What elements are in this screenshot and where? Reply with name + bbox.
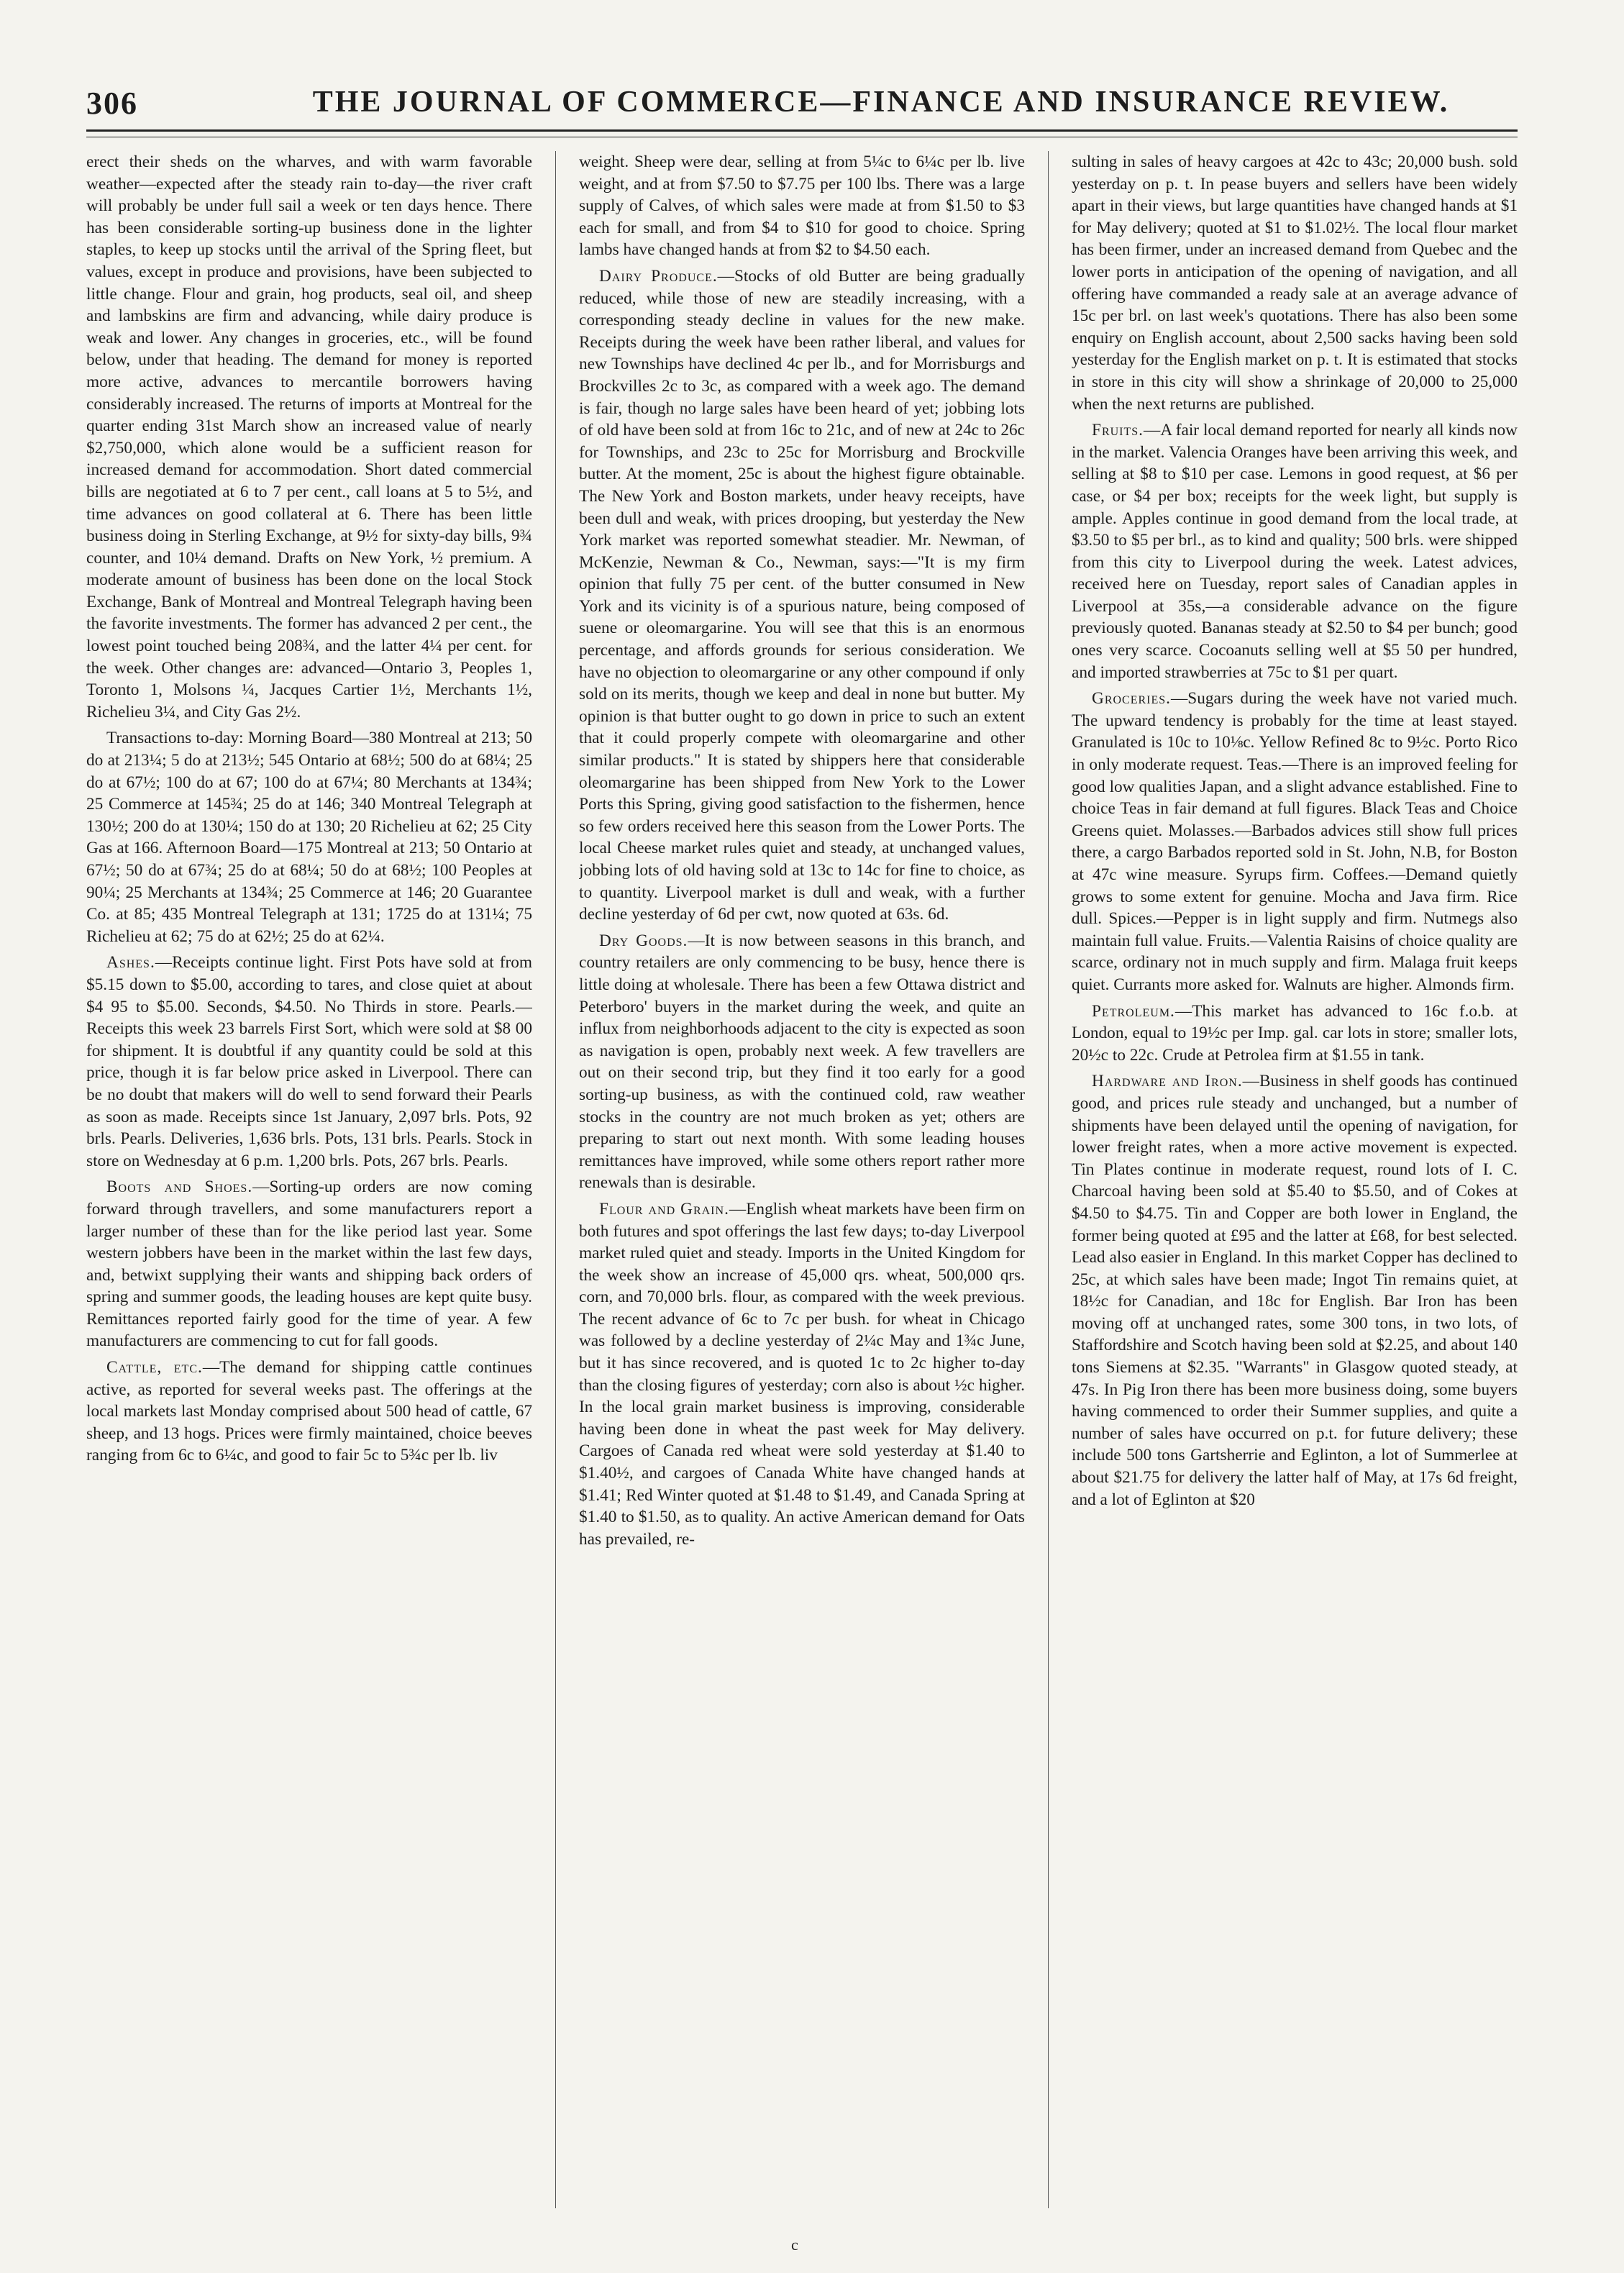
section-heading: Boots and Shoes.: [106, 1178, 253, 1197]
paragraph-text: —Stocks of old Butter are being gradually reduced, while those of new are steadily increasing, with a corresponding steady decline in values for the new make. Receipts during the week have been rather liberal, and values for new Townships have declined 4c per lb., and for Morrisburgs and Brockvilles 2c to 3c, as compared with a week ago. The demand is fair, though no large sales have been heard of yet; jobbing lots of old have been sold at from 16c to 21c, and of new at 24c to 26c for Townships, and 23c to 25c for Morrisburg and Brockville butter. At the moment, 25c is about the highest figure obtainable. The New York and Boston markets, under heavy receipts, have been dull and weak, with prices drooping, but yesterday the New York market was reported somewhat steadier. Mr. Newman, of McKenzie, Newman & Co., Newman, says:—"It is my firm opinion that fully 75 per cent. of the butter consumed in New York and its vicinity is of a spurious nature, being composed of suene or oleomargarine. You will see that this is an enormous percentage, and affords grounds for serious consideration. We have no objection to oleomargarine or any other compound if only sold on its merits, though we keep and deal in none but butter. My opinion is that butter ought to go down in price to such an extent that it could properly compete with oleomargarine and other similar products." It is stated by shippers here that considerable oleomargarine has been shipped from New York to the Lower Ports this Spring, giving good satisfaction to the fishermen, hence so few orders received here this season from the Lower Ports. The local Cheese market rules quiet and steady, at unchanged values, jobbing lots of old having sold at 13c to 14c for fine to choice, as to quantity. Liverpool market is dull and weak, with a further decline yesterday of 6d per cwt, now quoted at 63s. 6d.: [579, 266, 1025, 924]
article-paragraph: [1072, 1001, 1518, 1067]
paragraph-text: —A fair local demand reported for nearly all kinds now in the market. Valencia Oranges have been arriving this week, and selling at $8 to $10 per case. Lemons in good request, at $6 per case, or $4 per box; receipts for the week light, but supply is ample. Apples continue in good demand from the local trade, at $3.50 to $5 per brl., as to kind and quality; 500 brls. were shipped from this city to Liverpool during the week. Latest advices, received here on Tuesday, report sales of Canadian apples in Liverpool at 35s,—a considerable advance on the figure previously quoted. Bananas steady at $2.50 to $4 per bunch; good ones very scarce. Cocoanuts selling well at $5 50 per hundred, and imported strawberries at 75c to $1 per quart.: [1072, 421, 1518, 682]
article-paragraph: [86, 151, 532, 723]
column-1: [86, 151, 532, 2223]
section-heading: Flour and Grain.: [599, 1199, 729, 1219]
paragraph-text: erect their sheds on the wharves, and with warm favorable weather—expected after the steady rain to-day—the river craft will probably be under full sail a week or ten days hence. There has been considerable sorting-up business done in the lighter staples, to keep up stocks until the arrival of the Spring fleet, but values, except in produce and provisions, have been subjected to little change. Flour and grain, hog products, seal oil, and sheep and lambskins are firm and advancing, while dairy produce is weak and lower. Any changes in groceries, etc., will be found below, under that heading. The demand for money is reported more active, advances to mercantile borrowers having considerably increased. The returns of imports at Montreal for the quarter ending 31st March show an increased value of nearly $2,750,000, which alone would be a sufficient reason for increased demand for accommodation. Short dated commercial bills are negotiated at 6 to 7 per cent., call loans at 5 to 5½, and time advances on good collateral at 6. There has been little business doing in Sterling Exchange, at 9½ for sixty-day bills, 9¾ counter, and 10¼ demand. Drafts on New York, ½ premium. A moderate amount of business has been done on the local Stock Exchange, Bank of Montreal and Montreal Telegraph having been the favorite investments. The former has advanced 2 per cent., the lowest point touched being 208¾, and the latter 4¼ per cent. for the week. Other changes are: advanced—Ontario 3, Peoples 1, Toronto 1, Molsons ¼, Jacques Cartier 1½, Merchants 1½, Richelieu 3¼, and City Gas 2½.: [86, 152, 532, 721]
paragraph-text: —This market has advanced to 16c f.o.b. at London, equal to 19½c per Imp. gal. car lots in store; smaller lots, 20½c to 22c. Crude at Petrolea firm at $1.55 in tank.: [1072, 1001, 1518, 1065]
column-2: [579, 151, 1025, 2223]
page-header: [86, 78, 1518, 128]
section-heading: Dry Goods.: [599, 931, 688, 950]
running-title: THE JOURNAL OF COMMERCE—FINANCE AND INSURANCE REVIEW.: [312, 86, 1450, 119]
article-paragraph: [579, 1198, 1025, 1551]
column-divider: [555, 151, 556, 2208]
section-heading: Hardware and Iron.: [1092, 1072, 1243, 1091]
paragraph-text: —Receipts continue light. First Pots have sold at from $5.15 down to $5.00, according to tares, and close quiet at about $4 95 to $5.00. Seconds, $4.50. No Thirds in store. Pearls.—Receipts this week 23 barrels First Sort, which were sold at $8 00 for shipment. It is doubtful if any quantity could be sold at this price, though it is far below price asked in Liverpool. There can be no doubt that makers will do well to send forward their Pearls as soon as made. Receipts since 1st January, 2,097 brls. Pots, 92 brls. Pearls. Deliveries, 1,636 brls. Pots, 131 brls. Pearls. Stock in store on Wednesday at 6 p.m. 1,200 brls. Pots, 267 brls. Pearls.: [86, 953, 532, 1170]
section-heading: Dairy Produce.: [599, 266, 718, 286]
article-paragraph: [579, 930, 1025, 1194]
article-paragraph: [86, 952, 532, 1172]
section-heading: Groceries.: [1092, 689, 1171, 709]
paragraph-text: —Sugars during the week have not varied much. The upward tendency is probably for the time at least stayed. Granulated is 10c to 10⅛c. Yellow Refined 8c to 9½c. Porto Rico in only moderate request. Teas.—There is an improved feeling for good low qualities Japan, and a slight advance established. Fine to choice Teas in fair demand at full figures. Black Teas and Choice Greens quiet. Molasses.—Barbados advices still show full prices there, a cargo Barbados reported sold in St. John, N.B, for Boston at 47c wine measure. Syrups firm. Coffees.—Demand quietly grows to some extent for genuine. Mocha and Java firm. Rice dull. Spices.—Pepper is in light supply and firm. Nutmegs also maintain full value. Fruits.—Valentia Raisins of choice quality are scarce, ordinary not in much supply and firm. Malaga fruit keeps quiet. Currants more asked for. Walnuts are higher. Almonds firm.: [1072, 689, 1518, 994]
article-paragraph: [1072, 688, 1518, 996]
column-3: [1072, 151, 1518, 2223]
article-paragraph: [1072, 151, 1518, 415]
page-number: 306: [86, 86, 138, 121]
text-columns: [86, 151, 1518, 2223]
section-heading: Petroleum.: [1092, 1001, 1175, 1021]
paragraph-text: —It is now between seasons in this branch, and country retailers are only commencing to be busy, hence there is little doing at wholesale. There has been a few Ottawa district and Peterboro' buyers in the market during the week, and quite an influx from neighborhoods adjacent to the city is expected as soon as navigation is open, probably next week. A few travellers are out on their second trip, but they find it too early for a good sorting-up business, as with the continued cold, raw weather stocks in the country are not much broken as yet; others are preparing to start out next month. With some leading houses remittances have improved, while some others report rather more renewals than is desirable.: [579, 931, 1025, 1193]
article-paragraph: [86, 1357, 532, 1467]
paragraph-text: —English wheat markets have been firm on both futures and spot offerings the last few days; to-day Liverpool market ruled quiet and steady. Imports in the United Kingdom for the week show an increase of 45,000 qrs. wheat, 500,000 qrs. corn, and 70,000 brls. flour, as compared with the week previous. The recent advance of 6c to 7c per bush. for wheat in Chicago was followed by a decline yesterday of 2¼c May and 1¾c June, but it has since recovered, and is quoted 1c to 2c higher to-day than the closing figures of yesterday; corn also is about ½c higher. In the local grain market business is improving, considerable having been done in wheat the past week for May delivery. Cargoes of Canada red wheat were sold yesterday at $1.40 to $1.40½, and cargoes of Canada White have changed hands at $1.41; Red Winter quoted at $1.48 to $1.49, and Canada Spring at $1.40 to $1.50, as to quality. An active American demand for Oats has prevailed, re-: [579, 1199, 1025, 1549]
section-heading: Cattle, etc.: [106, 1358, 203, 1377]
paragraph-text: weight. Sheep were dear, selling at from 5¼c to 6¼c per lb. live weight, and at from $7.50 to $7.75 per 100 lbs. There was a large supply of Calves, of which sales were made at from $1.50 to $3 each for small, and from $4 to $10 for good to choice. Spring lambs have changed hands at from $2 to $4.50 each.: [579, 152, 1025, 260]
article-paragraph: [86, 727, 532, 947]
paragraph-text: —The demand for shipping cattle continues active, as reported for several weeks past. The offerings at the local markets last Monday comprised about 500 head of cattle, 67 sheep, and 13 hogs. Prices were firmly maintained, choice beeves ranging from 6c to 6¼c, and good to fair 5c to 5¾c per lb. liv: [86, 1358, 532, 1465]
section-heading: Ashes.: [106, 953, 155, 972]
paragraph-text: Transactions to-day: Morning Board—380 Montreal at 213; 50 do at 213¼; 5 do at 213½; 545 Ontario at 68½; 500 do at 68¼; 25 do at 67½; 100 do at 67; 100 do at 67¼; 80 Merchants at 134¾; 25 Commerce at 145¾; 25 do at 146; 340 Montreal Telegraph at 130½; 200 do at 130¼; 150 do at 130; 20 Richelieu at 62; 25 City Gas at 166. Afternoon Board—175 Montreal at 213; 50 Ontario at 67½; 50 do at 67¾; 25 do at 68¼; 50 do at 68½; 100 Peoples at 90¼; 25 Merchants at 134¾; 25 Commerce at 146; 20 Guarantee Co. at 85; 435 Montreal Telegraph at 131; 1725 do at 131¼; 75 Richelieu at 62; 75 do at 62½; 25 do at 62¼.: [86, 729, 532, 946]
article-paragraph: [579, 151, 1025, 261]
article-paragraph: [86, 1176, 532, 1352]
column-divider: [1048, 151, 1049, 2208]
header-rule: [86, 129, 1518, 132]
paragraph-text: —Sorting-up orders are now coming forward through travellers, and some manufacturers report a larger number of these than for the like period last year. Some western jobbers have been in the market within the last few days, and, betwixt supplying their wants and shipping back orders of spring and summer goods, the leading houses are kept quite busy. Remittances reported fairly good for the time of year. A few manufacturers are commencing to cut for fall goods.: [86, 1178, 532, 1351]
section-heading: Fruits.: [1092, 421, 1144, 440]
paragraph-text: sulting in sales of heavy cargoes at 42c to 43c; 20,000 bush. sold yesterday on p. t. In pease buyers and sellers have been widely apart in their views, but large quantities have changed hands at $1 for May delivery; quoted at $1 to $1.02½. The local flour market has been firmer, under an increased demand from Quebec and the lower ports in anticipation of the opening of navigation, and all offering have commanded a ready sale at an average advance of 15c per brl. on last week's quotations. There has also been some enquiry on English account, about 2,500 sacks having been sold yesterday for the English market on p. t. It is estimated that stocks in store in this city will show a shrinkage of 20,000 to 25,000 when the next returns are published.: [1072, 152, 1518, 414]
article-paragraph: [579, 265, 1025, 926]
paragraph-text: —Business in shelf goods has continued good, and prices rule steady and unchanged, but a number of shipments have been delayed until the opening of navigation, for lower freight rates, when a more active movement is expected. Tin Plates continue in moderate request, round lots of I. C. Charcoal having been sold at $5.40 to $5.50, and of Cokes at $4.50 to $4.75. Tin and Copper are both lower in England, the former being quoted at £95 and the latter at £68, for best selected. Lead also easier in England. In this market Copper has declined to 25c, at which sales have been made; Ingot Tin remains quiet, at 18½c for Canadian, and 18c for English. Bar Iron has been moving off at unchanged rates, some 300 tons, in two lots, of Staffordshire and Scotch having been sold at $2.25, and about 140 tons Siemens at $2.35. "Warrants" in Glasgow quoted steady, at 47s. In Pig Iron there has been more business doing, some buyers having commenced to order their Summer supplies, and quite a number of sales have occurred on p.t. for future delivery; these include 500 tons Gartsherrie and Eglinton, a lot of Summerlee at about $21.75 for delivery the latter half of May, at 17s 6d freight, and a lot of Eglinton at $20: [1072, 1072, 1518, 1509]
article-paragraph: [1072, 419, 1518, 683]
footer-mark: c: [791, 2236, 798, 2254]
article-paragraph: [1072, 1070, 1518, 1511]
